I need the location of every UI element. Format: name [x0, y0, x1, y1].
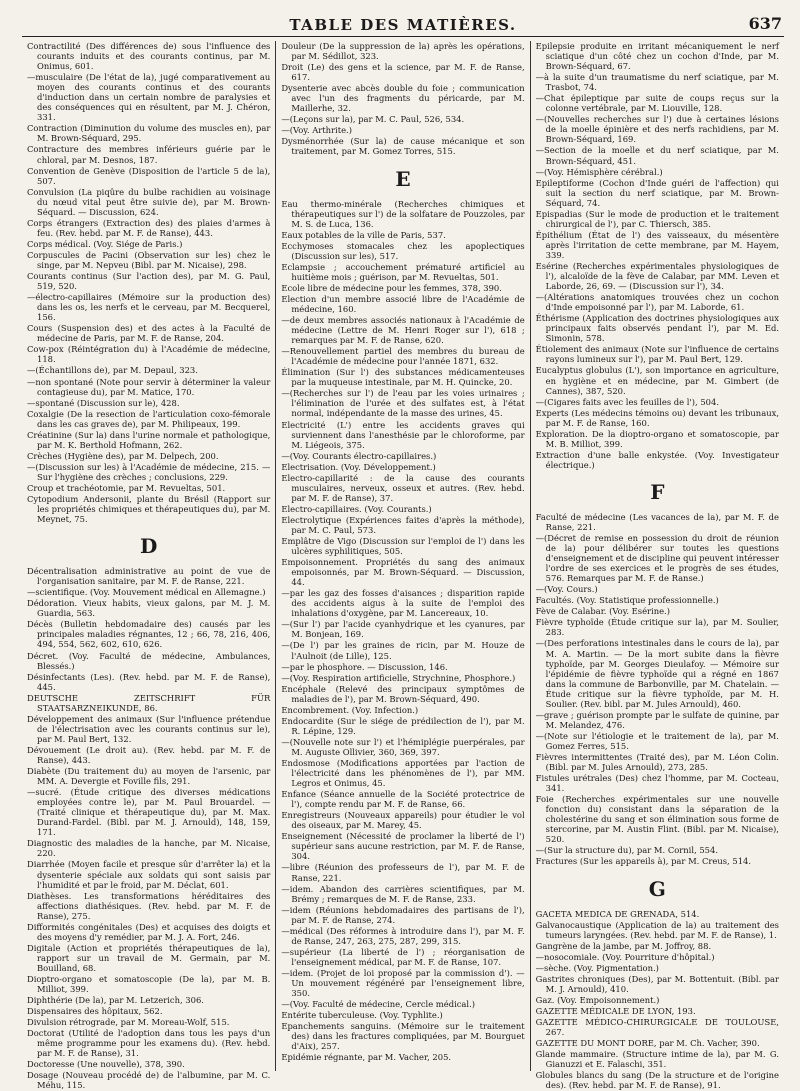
index-entry: —(Voy. Arthrite.): [281, 125, 352, 136]
index-entry: —(Nouvelles recherches sur l') due à certaines lésions de la moelle épinière et des nerfs rachidiens, par M. Brown-Séquard, 169.: [535, 114, 779, 145]
index-entry: Désinfectants (Les). (Rev. hebd. par M. F. de Ranse), 445.: [27, 671, 271, 692]
index-entry: Gaz. (Voy. Empoisonnement.): [535, 994, 660, 1005]
index-entry: Crèches (Hygiène des), par M. Delpech, 200.: [27, 450, 219, 461]
page-title: TABLE DES MATIÈRES.: [289, 16, 517, 34]
index-entry: —(Altérations anatomiques trouvées chez un cochon d'Inde empoisonné par l'), par M. Laborde, 61.: [535, 292, 779, 313]
index-entry: —de deux membres associés nationaux à l'Académie de médecine (Lettre de M. Henri Roger sur l'), 618 ; remarques par M. F. de Ranse, 620.: [281, 315, 525, 346]
index-entry: Croup et trachéotomie, par M. Revueltas, 501.: [27, 482, 226, 493]
index-entry: Faculté de médecine (Les vacances de la), par M. F. de Ranse, 221.: [535, 511, 779, 532]
index-entry: Gangrène de la jambe, par M. Joffroy, 88.: [535, 940, 712, 951]
index-entry: Extraction d'une balle enkystée. (Voy. Investigateur électrique.): [535, 449, 779, 470]
index-entry: Contraction (Diminution du volume des muscles en), par M. Brown-Séquard, 295.: [27, 123, 271, 144]
index-entry: —(Voy. Hémisphère cérébral.): [535, 166, 663, 177]
index-entry: —(Voy. Cours.): [535, 584, 598, 595]
index-entry: —(Des perforations intestinales dans le cours de la), par M. A. Martin. — De la mort subite dans la fièvre typhoïde, par M. Georges Dieulafoy. — Mémoire sur l'épidémie de fièvre typhoïde qui a régné en 1867 dans la commune de Barbonville, par M. Chatelain. — Étude critique sur la fièvre typhoïde, par M. H. Soulier. (Rev. bibl. par M. Jules Arnould), 460.: [535, 638, 779, 709]
index-entry: Convention de Genève (Disposition de l'article 5 de la), 507.: [27, 165, 271, 186]
index-entry: Coxalgie (De la resection de l'articulation coxo-fémorale dans les cas graves de), par M. Philipeaux, 199.: [27, 408, 271, 429]
index-entry: Droit (Le) des gens et la science, par M. F. de Ranse, 617.: [281, 62, 525, 83]
section-letter: D: [139, 534, 158, 559]
page-number: 637: [748, 14, 782, 33]
index-entry: Doctorat (Utilité de l'adoption dans tous les pays d'un même programme pour les examens du). (Rev. hebd. par M. F. de Ranse), 31.: [27, 1028, 271, 1059]
index-entry: Contracture des membres inférieurs guérie par le chloral, par M. Desnos, 187.: [27, 144, 271, 165]
index-entry: Epispadias (Sur le mode de production et le traitement chirurgical de l'), par C. Thiersch, 385.: [535, 208, 779, 229]
index-entry: Fièvre typhoïde (Étude critique sur la), par M. Soulier, 283.: [535, 617, 779, 638]
index-entry: Convulsion (La piqûre du bulbe rachidien au voisinage du nœud vital peut être suivie de), par M. Brown-Séquard. — Discussion, 624.: [27, 186, 271, 217]
index-entry: Dysménorrhée (Sur la) de cause mécanique et son traitement, par M. Gomez Torres, 515.: [281, 136, 525, 157]
index-entry: Endocardite (Sur le siége de prédilection de l'), par M. R. Lépine, 129.: [281, 715, 525, 736]
index-entry: Epanchements sanguins. (Mémoire sur le traitement des) dans les fractures compliquées, par M. Bourguet d'Aix), 257.: [281, 1021, 525, 1052]
index-entry: —(Leçons sur la), par M. C. Paul, 526, 534.: [281, 114, 465, 125]
index-entry: —grave ; guérison prompte par le sulfate de quinine, par M. Melandez, 476.: [535, 709, 779, 730]
index-entry: Fièvres intermittentes (Traité des), par M. Léon Colin. (Bibl. par M. Jules Arnould), 273, 285.: [535, 752, 779, 773]
index-entry: —(Échantillons de), par M. Depaul, 323.: [27, 365, 198, 376]
index-entry: Diagnostic des maladies de la hanche, par M. Nicaise, 220.: [27, 838, 271, 859]
index-entry: —libre (Réunion des professeurs de l'), par M. F. de Ranse, 221.: [281, 862, 525, 883]
index-entry: Éthérisme (Application des doctrines physiologiques aux principaux faits observés pendant l'), par M. Ed. Simonin, 578.: [535, 313, 779, 344]
index-entry: Galvanocaustique (Application de la) au traitement des tumeurs laryngées. (Rev. hebd. par M. F. de Ranse), 1.: [535, 919, 779, 940]
index-entry: Experts (Les médecins témoins ou) devant les tribunaux, par M. F. de Ranse, 160.: [535, 407, 779, 428]
index-entry: Election d'un membre associé libre de l'Académie de médecine, 160.: [281, 293, 525, 314]
index-entry: —à la suite d'un traumatisme du nerf sciatique, par M. Trasbot, 74.: [535, 72, 779, 93]
index-entry: Electrisation. (Voy. Développement.): [281, 461, 436, 472]
index-entry: Décès (Bulletin hebdomadaire des) causés par les principales maladies régnantes, 12 ; 66, 78, 216, 406, 494, 554, 562, 602, 610, 626.: [27, 619, 271, 650]
index-entry: —Chat épileptique par suite de coups reçus sur la colonne vertébrale, par M. Liouville, 128.: [535, 93, 779, 114]
index-entry: Fistules urétrales (Des) chez l'homme, par M. Cocteau, 341.: [535, 773, 779, 794]
index-entry: —non spontané (Note pour servir à déterminer la valeur contagieuse du), par M. Matice, 170.: [27, 376, 271, 397]
index-entry: Emplâtre de Vigo (Discussion sur l'emploi de l') dans les ulcères syphilitiques, 505.: [281, 536, 525, 557]
index-entry: Corps médical. (Voy. Siége de Paris.): [27, 238, 183, 249]
index-entry: Corps étrangers (Extraction des) des plaies d'armes à feu. (Rev. hebd. par M. F. de Ranse), 443.: [27, 217, 271, 238]
index-entry: DEUTSCHE ZEITSCHRIFT FÜR STAATSARZNEIKUNDE, 86.: [27, 692, 271, 713]
index-entry: —(Sur la structure du), par M. Cornil, 554.: [535, 845, 719, 856]
section-letter: E: [395, 166, 411, 191]
index-entry: Corpuscules de Pacini (Observation sur les) chez le singe, par M. Nepveu (Bibl. par M. Nicaise), 298.: [27, 249, 271, 270]
index-entry: GAZETTE MÉDICO-CHIRURGICALE DE TOULOUSE, 267.: [535, 1016, 779, 1038]
index-entry: Étiolement des animaux (Note sur l'influence de certains rayons lumineux sur l'), par M. Paul Bert, 129.: [535, 344, 779, 365]
index-entry: Enseignement (Nécessité de proclamer la liberté de l') supérieur sans aucune restriction, par M. F. de Ranse, 304.: [281, 831, 525, 862]
index-entry: Épithélium (État de l') des vaisseaux, du mésentère après l'irritation de cette membrane, par M. Hayem, 339.: [535, 229, 779, 260]
index-entry: Difformités congénitales (Des) et acquises des doigts et des moyens d'y remédier, par M. J. A. Fort, 246.: [27, 921, 271, 942]
section-letter: F: [650, 479, 665, 504]
index-entry: Dysenterie avec abcès double du foie ; communication avec l'un des fragments du péricarde, par M. Maillerhe, 32.: [281, 83, 525, 114]
index-entry: Eucalyptus globulus (L'), son importance en agriculture, en hygiène et en médecine, par M. Gimbert (de Cannes), 387, 520.: [535, 365, 779, 396]
index-entry: Electricité (L') entre les accidents graves qui surviennent dans l'anesthésie par le chloroforme, par M. Liégeois, 375.: [281, 419, 525, 450]
index-entry: —musculaire (De l'état de la), jugé comparativement au moyen des courants continus et des courants d'induction dans un certain nombre de paralysies et des conséquences qui en résultent, par M. J. Chéron, 331.: [27, 72, 271, 123]
index-column-2: [275, 41, 529, 1071]
page: [22, 14, 784, 1091]
index-entry: Créatinine (Sur la) dans l'urine normale et pathologique, par M. K. Berthold Hofmann, 262.: [27, 429, 271, 450]
index-entry: Cow-pox (Réintégration du) à l'Académie de médecine, 118.: [27, 344, 271, 365]
index-entry: Gastrites chroniques (Des), par M. Bottentuit. (Bibl. par M. J. Arnould), 410.: [535, 973, 779, 994]
index-entry: —sèche. (Voy. Pigmentation.): [535, 962, 659, 973]
index-entry: —Section de la moelle et du nerf sciatique, par M. Brown-Séquard, 451.: [535, 145, 779, 166]
index-entry: Enfance (Séance annuelle de la Société protectrice de l'), compte rendu par M. F. de Ranse, 66.: [281, 789, 525, 810]
index-entry: Décret. (Voy. Faculté de médecine, Ambulances, Blessés.): [27, 650, 271, 671]
index-entry: Ecole libre de médecine pour les femmes, 378, 390.: [281, 282, 502, 293]
index-entry: —médical (Des réformes à introduire dans l'), par M. F. de Ranse, 247, 263, 275, 287, 299, 315.: [281, 925, 525, 946]
index-entry: Fève de Calabar. (Voy. Esérine.): [535, 606, 670, 617]
index-entry: Epidémie régnante, par M. Vacher, 205.: [281, 1052, 452, 1063]
index-entry: —scientifique. (Voy. Mouvement médical en Allemagne.): [27, 587, 266, 598]
index-entry: Exploration. De la dioptro-organo et somatoscopie, par M. B. Milliot, 399.: [535, 428, 779, 449]
index-entry: Encombrement. (Voy. Infection.): [281, 704, 419, 715]
page-header: [22, 14, 784, 37]
index-entry: —(Sur l') par l'acide cyanhydrique et les cyanures, par M. Bonjean, 169.: [281, 619, 525, 640]
index-entry: —sucré. (Étude critique des diverses médications employées contre le), par M. Paul Brouardel. — (Traité clinique et thérapeutique du), par M. Max. Durand-Fardel. (Bibl. par M. J. Arnould), 148, 159, 171.: [27, 787, 271, 838]
index-entry: —électro-capillaires (Mémoire sur la production des) dans les os, les nerfs et le cerveau, par M. Becquerel, 156.: [27, 292, 271, 323]
index-entry: Diathèses. Les transformations héréditaires des affections diathésiques. (Rev. hebd. par M. F. de Ranse), 275.: [27, 890, 271, 921]
index-entry: GACETA MEDICA DE GRENADA, 514.: [535, 908, 700, 919]
index-entry: Divulsion rétrograde, par M. Moreau-Wolf, 515.: [27, 1017, 230, 1028]
index-entry: —Renouvellement partiel des membres du bureau de l'Académie de médecine pour l'année 1871, 632.: [281, 346, 525, 367]
index-entry: —(Note sur l'étiologie et le traitement de la), par M. Gomez Ferres, 515.: [535, 730, 779, 751]
index-entry: Doctoresse (Une nouvelle), 378, 390.: [27, 1059, 185, 1070]
index-column-3: [530, 41, 784, 1091]
index-entry: Electro-capillaires. (Voy. Courants.): [281, 503, 432, 514]
index-entry: Élimination (Sur l') des substances médicamenteuses par la muqueuse intestinale, par M. H. Quincke, 20.: [281, 367, 525, 388]
index-entry: Contractilité (Des différences de) sous l'influence des courants induits et des courants continus, par M. Onimus, 601.: [27, 41, 271, 72]
index-entry: —(Décret de remise en possession du droit de réunion de la) pour délibérer sur toutes les questions d'enseignement et de discipline qui peuvent intéresser l'ordre de ses exercices et le progrès de ses études, 576. Remarques par M. F. de Ranse.): [535, 533, 779, 584]
index-columns: [22, 41, 784, 1091]
index-entry: Eaux potables de la ville de Paris, 537.: [281, 229, 446, 240]
index-entry: Dédoration. Vieux habits, vieux galons, par M. J. M. Guardia, 563.: [27, 598, 271, 619]
index-entry: Dispensaires des hôpitaux, 562.: [27, 1006, 163, 1017]
index-entry: Décentralisation administrative au point de vue de l'organisation sanitaire, par M. F. de Ranse, 221.: [27, 566, 271, 587]
index-entry: Facultés. (Voy. Statistique professionnelle.): [535, 595, 719, 606]
index-entry: —supérieur (La liberté de l') ; réorganisation de l'enseignement médical, par M. F. de Ranse, 107.: [281, 946, 525, 967]
section-letter: G: [648, 876, 666, 901]
index-entry: —(Discussion sur les) à l'Académie de médecine, 215. — Sur l'hygiène des crèches ; conclusions, 229.: [27, 461, 271, 482]
index-entry: Ecchymoses stomacales chez les apoplectiques (Discussion sur les), 517.: [281, 240, 525, 261]
index-entry: Diphthérie (De la), par M. Letzerich, 306.: [27, 995, 204, 1006]
index-entry: —spontané (Discussion sur le), 428.: [27, 397, 180, 408]
index-entry: Entérite tuberculeuse. (Voy. Typhlite.): [281, 1010, 443, 1021]
index-entry: —(Nouvelle note sur l') et l'hémiplégie puerpérales, par M. Auguste Ollivier, 360, 369, 397.: [281, 736, 525, 757]
index-entry: Dévouement (Le droit au). (Rev. hebd. par M. F. de Ranse), 443.: [27, 744, 271, 765]
index-entry: —(Voy. Courants électro-capillaires.): [281, 450, 437, 461]
index-entry: Globules blancs du sang (De la structure et de l'origine des). (Rev. hebd. par M. F. de Ranse), 91.: [535, 1070, 779, 1091]
index-entry: Electro-capillarité : de la cause des courants musculaires, nerveux, osseux et autres. (Rev. hebd. par M. F. de Ranse), 37.: [281, 472, 525, 503]
index-entry: Enregistreurs (Nouveaux appareils) pour étudier le vol des oiseaux, par M. Marey, 45.: [281, 810, 525, 831]
index-entry: —nosocomiale. (Voy. Pourriture d'hôpital.): [535, 951, 715, 962]
index-entry: Endosmose (Modifications apportées par l'action de l'électricité dans les phénomènes de l'), par MM. Legros et Onimus, 45.: [281, 758, 525, 789]
index-entry: Cytopodium Andersonii, plante du Brésil (Rapport sur les propriétés chimiques et thérapeutiques du), par M. Meynet, 75.: [27, 494, 271, 525]
index-entry: —idem (Réunions hebdomadaires des partisans de l'), par M. F. de Ranse, 274.: [281, 904, 525, 925]
index-entry: Dioptro-organo et somatoscopie (De la), par M. B. Milliot, 399.: [27, 973, 271, 995]
index-entry: Diabète (Du traitement du) au moyen de l'arsenic, par MM. A. Devergie et Foville fils, 291.: [27, 766, 271, 787]
index-entry: Esérine (Recherches expérimentales physiologiques de l'), alcaloïde de la fève de Calabar, par MM. Leven et Laborde, 26, 69. — (Discussion sur l'), 34.: [535, 260, 779, 292]
index-entry: —(Voy. Respiration artificielle, Strychnine, Phosphore.): [281, 672, 516, 683]
index-column-1: [22, 41, 275, 1091]
index-entry: Glande mammaire. (Structure intime de la), par M. G. Gianuzzi et E. Falaschi, 351.: [535, 1049, 779, 1070]
index-entry: —(Cigares faits avec les feuilles de l'), 504.: [535, 396, 719, 407]
index-entry: Développement des animaux (Sur l'influence prétendue de l'électrisation avec les courants continus sur le), par M. Paul Bert, 132.: [27, 713, 271, 744]
index-entry: GAZETTE MÉDICALE DE LYON, 193.: [535, 1005, 696, 1016]
index-entry: Fractures (Sur les appareils à), par M. Creus, 514.: [535, 856, 752, 867]
index-entry: Diarrhée (Moyen facile et presque sûr d'arrêter la) et la dysenterie spéciale aux soldats qui sont saisis par l'humidité et par le froid, par M. Déclat, 601.: [27, 859, 271, 890]
index-entry: Epilepsie produite en irritant mécaniquement le nerf sciatique d'un côté chez un cochon d'Inde, par M. Brown-Séquard, 67.: [535, 41, 779, 72]
index-entry: —idem. Abandon des carrières scientifiques, par M. Brémy ; remarques de M. F. de Ranse, 233.: [281, 883, 525, 904]
index-entry: Dosage (Nouveau procédé de) de l'albumine, par M. C. Méhu, 115.: [27, 1070, 271, 1091]
index-entry: Douleur (De la suppression de la) après les opérations, par M. Sédillot, 323.: [281, 41, 525, 62]
index-entry: GAZETTE DU MONT DORE, par M. Ch. Vacher, 390.: [535, 1038, 760, 1049]
index-entry: Eclampsie ; accouchement prématuré artificiel au huitième mois ; guérison, par M. Revueltas, 501.: [281, 261, 525, 282]
index-entry: Electrolytique (Expériences faites d'après la méthode), par M. C. Paul, 573.: [281, 514, 525, 535]
index-entry: —(Recherches sur l') de l'eau par les voies urinaires ; l'élimination de l'urée et des sulfates est, à l'état normal, indépendante de la masse des urines, 45.: [281, 388, 525, 419]
index-entry: —(Voy. Faculté de médecine, Cercle médical.): [281, 999, 476, 1010]
index-entry: —idem. (Projet de loi proposé par la commission d'). — Un mouvement régénéré par l'enseignement libre, 350.: [281, 967, 525, 999]
index-entry: —par les gaz des fosses d'aisances ; disparition rapide des accidents aigus à la suite de l'emploi des inhalations d'oxygène, par M. Lancereaux, 10.: [281, 588, 525, 619]
index-entry: Empoisonnement. Propriétés du sang des animaux empoisonnés, par M. Brown-Séquard. — Discussion, 44.: [281, 557, 525, 588]
index-entry: Foie (Recherches expérimentales sur une nouvelle fonction du) consistant dans la séparation de la cholestérine du sang et son élimination sous forme de stercorine, par M. Austin Flint. (Bibl. par M. Nicaise), 520.: [535, 794, 779, 845]
index-entry: Encéphale (Relevé des principaux symptômes de maladies de l'), par M. Brown-Séquard, 490.: [281, 683, 525, 704]
index-entry: —par le phosphore. — Discussion, 146.: [281, 661, 448, 672]
index-entry: Courants continus (Sur l'action des), par M. G. Paul, 519, 520.: [27, 271, 271, 292]
index-entry: Epileptiforme (Cochon d'Inde guéri de l'affection) qui suit la section du nerf sciatique, par M. Brown-Séquard, 74.: [535, 177, 779, 208]
index-entry: Digitale (Action et propriétés thérapeutiques de la), rapport sur un travail de M. Germain, par M. Bouilland, 68.: [27, 942, 271, 973]
index-entry: Cours (Suspension des) et des actes à la Faculté de médecine de Paris, par M. F. de Ranse, 204.: [27, 323, 271, 344]
index-entry: —(De l') par les graines de ricin, par M. Houze de l'Aulnoit (de Lille), 125.: [281, 640, 525, 661]
index-entry: Eau thermo-minérale (Recherches chimiques et thérapeutiques sur l') de la solfatare de Pouzzoles, par M. S. de Luca, 136.: [281, 198, 525, 229]
